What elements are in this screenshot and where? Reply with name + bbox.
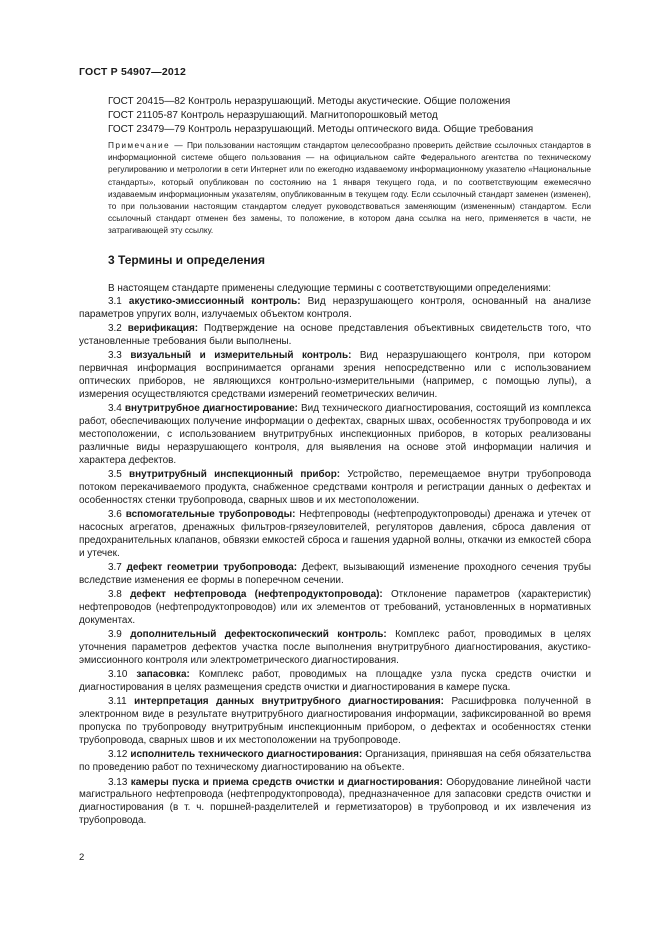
term-definition [79,669,591,695]
term-text: Комплекс работ, проводимых на площадке узла пуска средств очистки и диагностирования в целях размещения средств очистки и диагностирования в камере пуска. [79,669,592,694]
term-number: 3.5 [108,469,122,481]
term-name: внутритрубный инспекционный прибор: [129,469,341,481]
term-name: дополнительный дефектоскопический контроль: [130,629,387,641]
term-definition [79,323,591,349]
term-number: 3.10 [108,669,128,681]
note-label: Примечание — [108,140,185,150]
reference-item: ГОСТ 21105-87 Контроль неразрушающий. Магнитопорошковый метод [108,110,438,121]
term-text: Подтверждение на основе представления объективных свидетельств того, что установленные требования были выполнены. [79,323,591,347]
term-definition [79,403,591,468]
term-number: 3.3 [108,350,122,362]
term-text: Вид неразрушающего контроля, при котором первичная информация воспринимается органами зрения непосредственно или с использованием оптических приборов, не являющихся контрольно-измерительными (например, с помощью лупы), а измерения осуществляются средствами измерений геометрических величин. [79,350,592,400]
term-number: 3.11 [108,696,127,708]
term-text: Комплекс работ, проводимых в целях уточнения параметров дефектов участка после выполнения внутритрубного диагностирования, акустико-эмиссионного контроля или электрометрического диагностирования. [79,629,591,667]
term-name: визуальный и измерительный контроль: [130,350,352,362]
term-name: дефект геометрии трубопровода: [126,562,298,574]
term-definition [79,469,591,508]
term-number: 3.9 [108,629,122,641]
term-text: Нефтепроводы (нефтепродуктопроводы) дренажа и утечек от насосных агрегатов, дренажных фильтров-грязеуловителей, регуляторов давления, сброса давления от предохранительных клапанов, обвязки емкостей сброса и гашения ударной волны, откачки из емкостей сбора и утечек. [79,509,591,559]
term-text: Вид неразрушающего контроля, основанный на анализе параметров упругих волн, излучаемых объектом контроля. [79,295,592,320]
section-intro: В настоящем стандарте применены следующие термины с соответствующими определениями: [108,283,551,294]
section-title: 3 Термины и определения [108,253,266,267]
term-definition [79,350,591,402]
term-number: 3.2 [108,323,122,335]
term-number: 3.12 [108,749,128,761]
term-definition [79,777,591,829]
term-text: Организация, принявшая на себя обязательства по проведению работ по техническому диагностированию на объекте. [79,749,591,774]
term-name: акустико-эмиссионный контроль: [128,295,301,307]
term-number: 3.13 [108,776,128,788]
term-name: запасовка: [136,669,190,681]
page-header: ГОСТ Р 54907—2012 [79,66,187,78]
term-text: Устройство, перемещаемое внутри трубопровода потоком перекачиваемого продукта, снабженное средствами контроля и регистрации данных о дефектах и особенностях стенки трубопровода, сварных швов и их местоположении. [79,469,591,506]
reference-item: ГОСТ 20415—82 Контроль неразрушающий. Методы акустические. Общие положения [108,96,511,107]
term-name: дефект нефтепровода (нефтепродуктопровода): [130,589,383,601]
term-definition [79,696,591,748]
page-number: 2 [79,852,85,863]
note-paragraph [79,139,591,237]
term-text: Расшифровка полученной в электронном виде в результате внутритрубного диагностирования информации, зафиксированной во время пропуска по трубопроводу внутритрубным инспекционным прибором, о дефектах и особенностях стенки трубопровода, сварных швов и их местоположении на трубопроводе. [79,696,591,747]
term-name: вспомогательные трубопроводы: [125,509,296,521]
term-text: Вид технического диагностирования, состоящий из комплекса работ, обеспечивающих получение информации о дефектах, сварных швах, особенностях трубопровода и их местоположении, с использованием внутритрубных инспекционных приборов, в которых реализованы различные виды неразрушающего контроля, для выявления на основе этой информации наличия и характера дефектов. [79,403,592,466]
section-body [79,283,591,830]
term-number: 3.6 [108,509,122,521]
term-number: 3.4 [108,403,122,415]
term-name: камеры пуска и приема средств очистки и диагностирования: [130,776,443,788]
term-text: Дефект, вызывающий изменение проходного сечения трубы вследствие изменения ее формы в поперечном сечении. [79,562,592,587]
term-text: Оборудование линейной части магистрального нефтепровода (нефтепродуктопровода), предназначенное для запасовки средств очистки и диагностирования (в т. ч. поршней-разделителей и герметизаторов) в трубопровод и их извлечения из трубопровода. [79,776,591,827]
note-text: При пользовании настоящим стандартом целесообразно проверить действие ссылочных стандартов в информационной системе общего пользования — на официальном сайте Федерального агентства по техническому регулированию и метрологии в сети Интернет или по ежегодно издаваемому информационному указателю «Национальные стандарты», который опубликован по состоянию на 1 января текущего года, и по соответствующим ежемесячно издаваемым информационным указателям, опубликованным в текущем году. Если ссылочный стандарт заменен (изменен), то при пользовании настоящим стандартом следует руководствоваться заменяющим (измененным) стандартом. Если ссылочный стандарт отменен без замены, то положение, в котором дана ссылка на него, применяется в части, не затрагивающей эту ссылку. [108,140,591,236]
term-name: внутритрубное диагностирование: [124,403,298,415]
term-definition [79,749,591,775]
term-number: 3.8 [108,589,122,601]
term-definition [79,296,591,322]
reference-item: ГОСТ 23479—79 Контроль неразрушающий. Методы оптического вида. Общие требования [108,124,534,135]
term-definition [79,562,591,588]
term-definition [79,589,591,628]
term-number: 3.7 [108,562,122,574]
term-name: верификация: [127,323,199,335]
term-definition [79,509,591,561]
term-definition [79,629,591,668]
term-number: 3.1 [108,295,122,307]
reference-list [108,95,598,137]
terms-list [79,296,591,828]
term-name: интерпретация данных внутритрубного диагностирования: [134,696,444,708]
term-name: исполнитель технического диагностирования: [130,749,363,761]
term-text: Отклонение параметров (характеристик) нефтепроводов (нефтепродуктопроводов) или их элементов от требований, установленных в нормативных документах. [79,589,592,627]
